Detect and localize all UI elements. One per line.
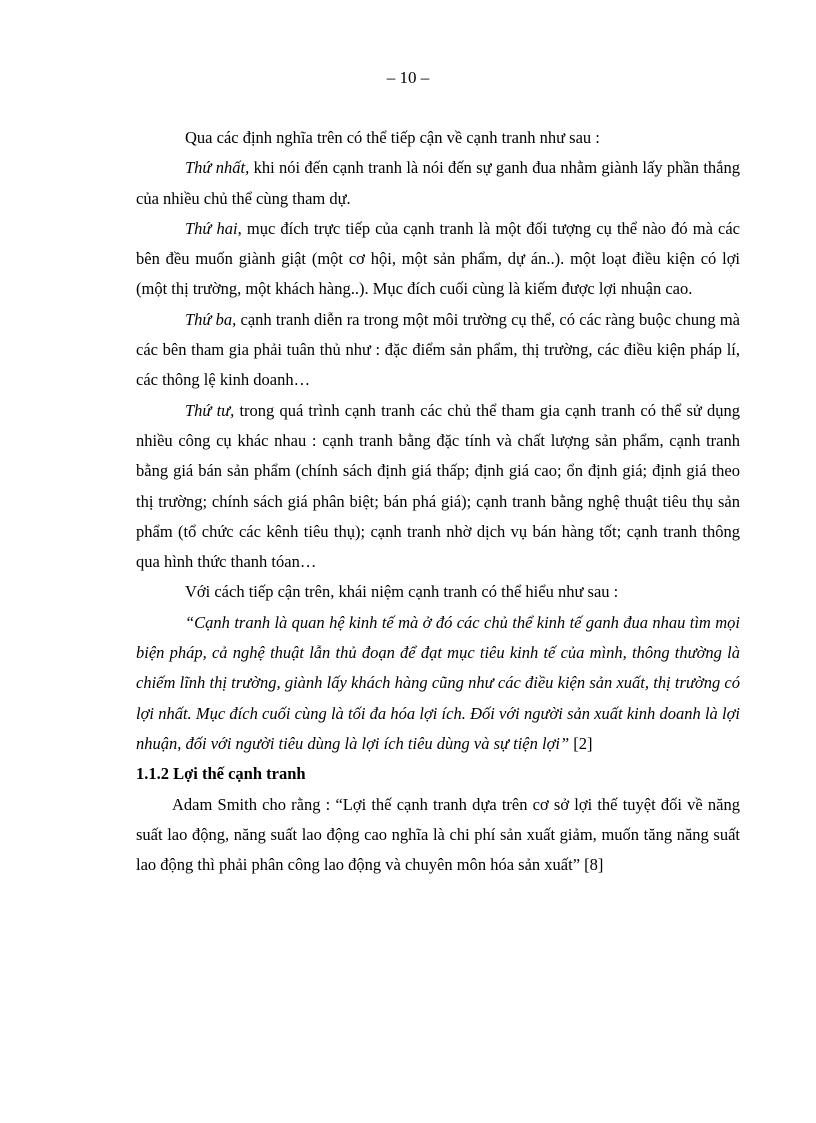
paragraph-fourth bbox=[136, 396, 740, 578]
text-second: , mục đích trực tiếp của cạnh tranh là một đối tượng cụ thể nào đó mà các bên đều muốn giành giật (một cơ hội, một sản phẩm, dự án..). một loạt điều kiện có lợi (một thị trường, một khách hàng..). Mục đích cuối cùng là kiếm được lợi nhuận cao. bbox=[136, 218, 740, 299]
section-heading: 1.1.2 Lợi thế cạnh tranh bbox=[136, 764, 306, 784]
label-fourth: Thứ tư, bbox=[185, 400, 235, 420]
quote-text: “Cạnh tranh là quan hệ kinh tế mà ở đó các chủ thể kinh tế ganh đua nhau tìm mọi biện pháp, cả nghệ thuật lẫn thủ đoạn để đạt mục tiêu kinh tế của mình, thông thường là chiếm lĩnh thị trường, giành lấy khách hàng cũng như các điều kiện sản xuất, thị trường có lợi nhất. Mục đích cuối cùng là tối đa hóa lợi ích. Đối với người sản xuất kinh doanh là lợi nhuận, đối với người tiêu dùng là lợi ích tiêu dùng và sự tiện lợi” bbox=[136, 612, 740, 753]
page-number: – 10 – bbox=[386, 68, 430, 87]
text-third: cạnh tranh diễn ra trong một môi trường cụ thể, có các ràng buộc chung mà các bên tham gia phải tuân thủ như : đặc điểm sản phẩm, thị trường, các điều kiện pháp lí, các thông lệ kinh doanh… bbox=[136, 309, 740, 390]
text-fourth: trong quá trình cạnh tranh các chủ thể tham gia cạnh tranh có thể sử dụng nhiều công cụ khác nhau : cạnh tranh bằng đặc tính và chất lượng sản phẩm, cạnh tranh bằng giá bán sản phẩm (chính sách định giá thấp; định giá cao; ổn định giá; định giá theo thị trường; chính sách giá phân biệt; bán phá giá); cạnh tranh bằng nghệ thuật tiêu thụ sản phẩm (tổ chức các kênh tiêu thụ); cạnh tranh nhờ dịch vụ bán hàng tốt; cạnh tranh thông qua hình thức thanh tóan… bbox=[136, 400, 740, 572]
label-second: Thứ hai bbox=[185, 218, 238, 238]
text-first: khi nói đến cạnh tranh là nói đến sự ganh đua nhằm giành lấy phần thắng của nhiều chủ thể cùng tham dự. bbox=[136, 158, 740, 208]
paragraph-third bbox=[136, 305, 740, 396]
paragraph-second bbox=[136, 214, 740, 305]
label-first: Thứ nhất, bbox=[185, 158, 250, 178]
paragraph-concept-intro: Với cách tiếp cận trên, khái niệm cạnh tranh có thể hiểu như sau : bbox=[185, 582, 619, 602]
quote-citation: [2] bbox=[569, 733, 593, 753]
paragraph-first bbox=[136, 153, 740, 214]
document-body bbox=[136, 123, 740, 880]
label-third: Thứ ba, bbox=[185, 309, 237, 329]
paragraph-intro: Qua các định nghĩa trên có thể tiếp cận về cạnh tranh như sau : bbox=[185, 128, 600, 147]
paragraph-quote bbox=[136, 608, 740, 759]
paragraph-smith: Adam Smith cho rằng : “Lợi thế cạnh tranh dựa trên cơ sở lợi thế tuyệt đối về năng suất lao động, năng suất lao động cao nghĩa là chi phí sản xuất giảm, muốn tăng năng suất lao động thì phải phân công lao động và chuyên môn hóa sản xuất” [8] bbox=[136, 794, 740, 875]
